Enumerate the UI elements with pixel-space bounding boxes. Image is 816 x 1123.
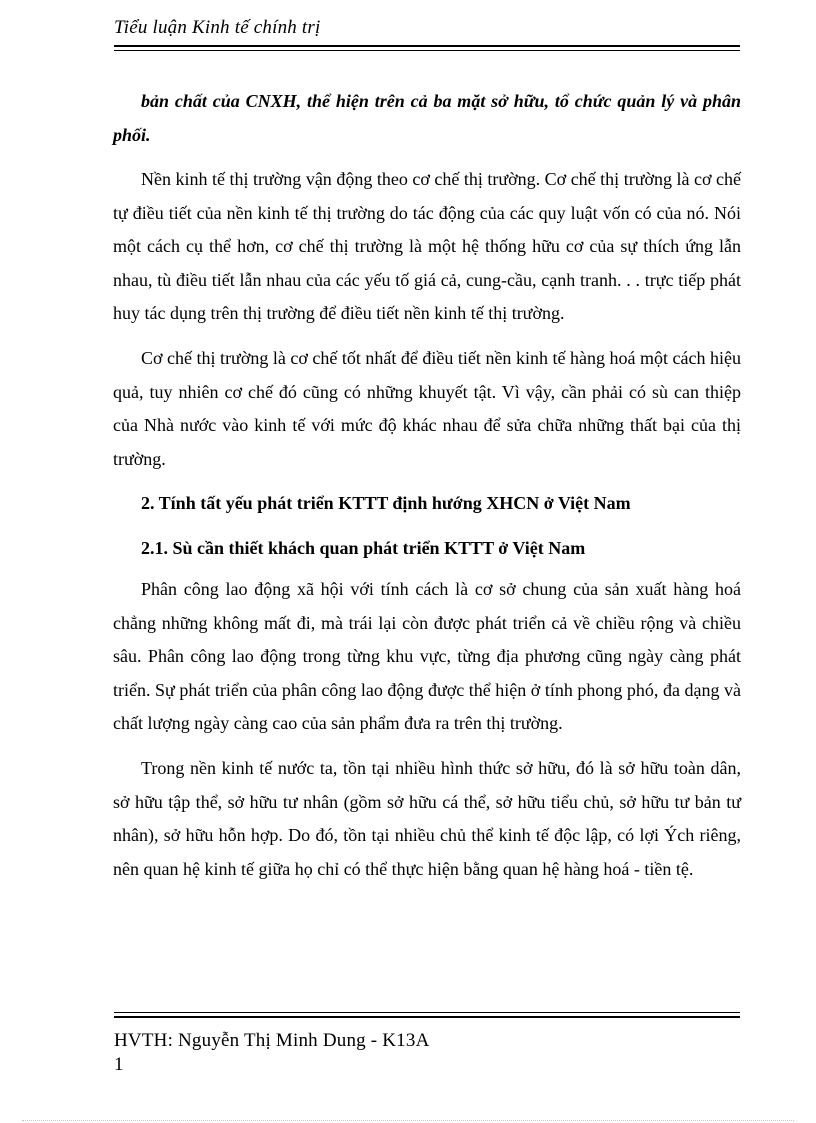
header-rule-bottom [114,50,740,51]
lead-paragraph: bản chất của CNXH, thể hiện trên cả ba mặt sở hữu, tổ chức quản lý và phân phối. [113,91,741,145]
header-title: Tiểu luận Kinh tế chính trị [114,17,321,38]
section-heading: 2. Tính tất yếu phát triển KTTT định hướng XHCN ở Việt Nam [141,493,631,513]
paragraph-market-mechanism: Nền kinh tế thị trường vận động theo cơ chế thị trường. Cơ chế thị trường là cơ chế tự điều tiết của nền kinh tế thị trường do tác động của các quy luật vốn có của nó. Nói một cách cụ thể hơn, cơ chế thị trường là một hệ thống hữu cơ của sự thích ứng lẫn nhau, tù điều tiết lẫn nhau của các yếu tố giá cả, cung-cầu, cạnh tranh. . . trực tiếp phát huy tác dụng trên thị trường để điều tiết nền kinh tế thị trường. [113,169,741,324]
footer-author: HVTH: Nguyễn Thị Minh Dung - K13A [114,1030,430,1051]
footer-rule-bottom [114,1016,740,1018]
paragraph-division-of-labor: Phân công lao động xã hội với tính cách là cơ sở chung của sản xuất hàng hoá chẳng những không mất đi, mà trái lại còn được phát triển cả về chiều rộng và chiều sâu. Phân công lao động trong từng khu vực, từng địa phương cũng ngày càng phát triển. Sự phát triển của phân công lao động được thể hiện ở tính phong phó, đa dạng và chất lượng ngày càng cao của sản phẩm đưa ra trên thị trường. [113,579,741,734]
paragraph-ownership-forms: Trong nền kinh tế nước ta, tồn tại nhiều hình thức sở hữu, đó là sở hữu toàn dân, sở hữu tập thể, sở hữu tư nhân (gồm sở hữu cá thể, sở hữu tiểu chủ, sở hữu tư bản tư nhân), sở hữu hỗn hợp. Do đó, tồn tại nhiều chủ thể kinh tế độc lập, có lợi Ých riêng, nên quan hệ kinh tế giữa họ chỉ có thể thực hiện bằng quan hệ hàng hoá - tiền tệ. [113,758,741,879]
subsection-heading: 2.1. Sù cần thiết khách quan phát triển KTTT ở Việt Nam [141,538,586,558]
header-rule-top [114,45,740,47]
page-number: 1 [114,1054,124,1075]
paragraph-state-intervention: Cơ chế thị trường là cơ chế tốt nhất để điều tiết nền kinh tế hàng hoá một cách hiệu quả, tuy nhiên cơ chế đó cũng có những khuyết tật. Vì vậy, cần phải có sù can thiệp của Nhà nước vào kinh tế với mức độ khác nhau để sửa chữa những thất bại của thị trường. [113,348,741,469]
footer-rule-top [114,1012,740,1013]
page-edge-divider [22,1120,794,1121]
